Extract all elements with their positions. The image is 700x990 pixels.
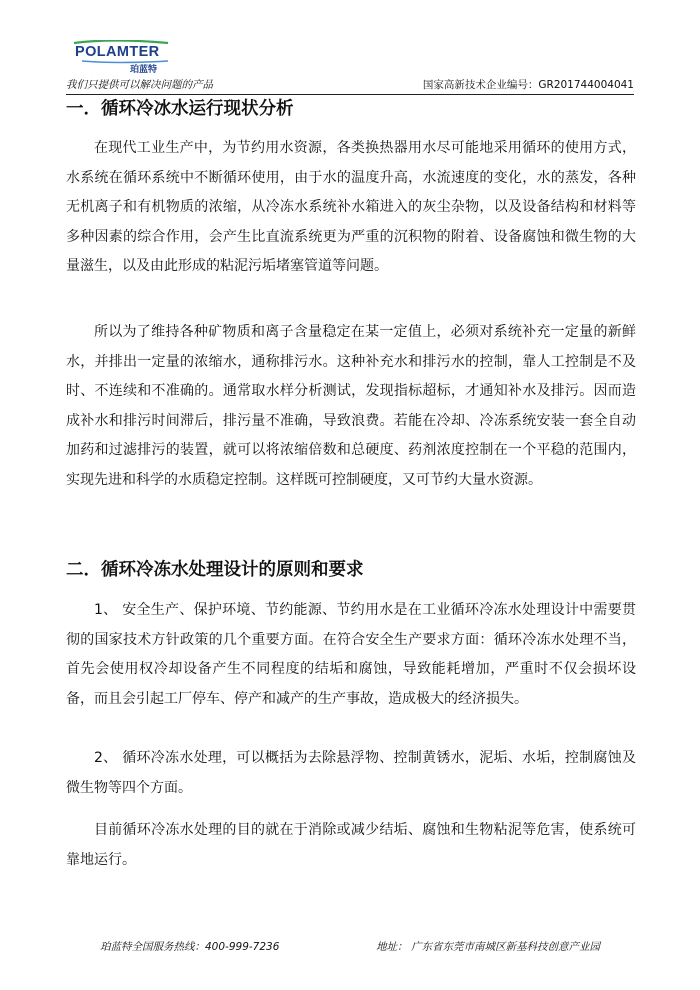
- logo-chinese-name: 珀蓝特: [130, 65, 158, 75]
- section-title-1: 一．循环冷冰水运行现状分析: [66, 99, 294, 119]
- company-address: 地址： 广东省东莞市南城区新基科技创意产业园: [376, 941, 600, 953]
- section-1-paragraph-1: 在现代工业生产中，为节约用水资源，各类换热器用水尽可能地采用循环的使用方式，水系统在循环系统中不断循环使用，由于水的温度升高，水流速度的变化，水的蒸发，各种无机离子和有机物质的浓缩，从冷冻水系统补水箱进入的灰尘杂物，以及设备结构和材料等多种因素的综合作用，会产生比直流系统更为严重的沉积物的附着、设备腐蚀和微生物的大量滋生，以及由此形成的粘泥污垢堵塞管道等问题。: [66, 140, 636, 274]
- section-2-paragraph-3: 目前循环冷冻水处理的目的就在于消除或减少结垢、腐蚀和生物粘泥等危害，使系统可靠地运行。: [66, 822, 636, 868]
- service-hotline: 珀蓝特全国服务热线：400-999-7236: [100, 941, 280, 953]
- section-title-2: 二．循环冷冻水处理设计的原则和要求: [66, 560, 364, 580]
- page-header: [66, 78, 634, 92]
- section-2-paragraph-2: 2、 循环冷冻水处理，可以概括为去除悬浮物、控制黄锈水，泥垢、水垢，控制腐蚀及微生物等四个方面。: [66, 750, 636, 796]
- company-slogan: 我们只提供可以解决问题的产品: [66, 79, 213, 91]
- header-divider: [66, 94, 634, 95]
- section-1-paragraph-2: 所以为了维持各种矿物质和离子含量稳定在某一定值上，必须对系统补充一定量的新鲜水，并排出一定量的浓缩水，通称排污水。这种补充水和排污水的控制，靠人工控制是不及时、不连续和不准确的。通常取水样分析测试，发现指标超标，才通知补水及排污。因而造成补水和排污时间滞后，排污量不准确，导致浪费。若能在冷却、冷冻系统安装一套全自动加药和过滤排污的装置，就可以将浓缩倍数和总硬度、药剂浓度控制在一个平稳的范围内，实现先进和科学的水质稳定控制。这样既可控制硬度，又可节约大量水资源。: [66, 324, 636, 488]
- logo-wordmark: POLAMTER: [75, 44, 160, 60]
- section-2-paragraph-1: 1、 安全生产、保护环境、节约能源、节约用水是在工业循环冷冻水处理设计中需要贯彻的国家技术方针政策的几个重要方面。在符合安全生产要求方面：循环冷冻水处理不当，首先会使用权冷却设备产生不同程度的结垢和腐蚀，导致能耗增加，严重时不仅会损坏设备，而且会引起工厂停车、停产和减产的生产事故，造成极大的经济损失。: [66, 602, 636, 707]
- company-logo: [72, 40, 172, 74]
- certification-number: 国家高新技术企业编号：GR201744004041: [422, 79, 634, 91]
